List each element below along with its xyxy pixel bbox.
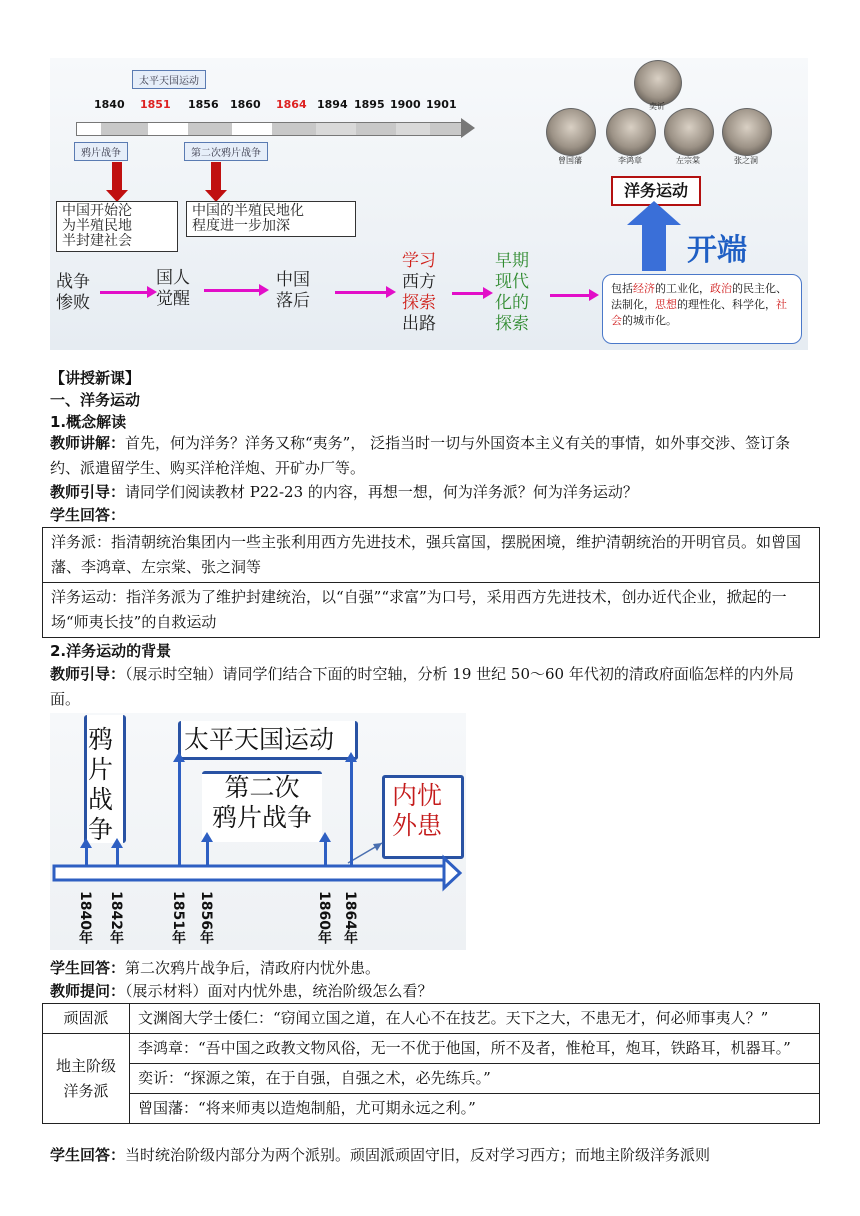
year-label: 1864年 [342, 891, 358, 944]
year-arrow [116, 847, 119, 866]
year-arrow [324, 841, 327, 866]
year-label: 1894 [317, 98, 348, 111]
trouble-label: 内忧 外患 [392, 781, 443, 840]
year-label: 1856 [188, 98, 219, 111]
year-label: 1860年 [316, 891, 332, 944]
portrait-image [634, 60, 682, 106]
flow-step-4: 学习 西方 探索 出路 [402, 251, 436, 334]
year-label: 1851年 [170, 891, 186, 944]
table-cell: 文渊阁大学士倭仁：“窃闻立国之道，在人心不在技艺。天下之大，不患无才，何必师事夷人？” [130, 1004, 820, 1034]
portrait-image [606, 108, 656, 156]
table-row [43, 1094, 820, 1124]
portrait-caption: 奕䜣 [649, 102, 665, 111]
taiping-label: 太平天国运动 [184, 725, 335, 754]
note-box-2: 中国的半殖民地化 程度进一步加深 [186, 201, 356, 237]
table-cell: 洋务运动：指洋务派为了维护封建统治，以“自强”“求富”为口号，采用西方先进技术，创办近代企业，掀起的一场“师夷长技”的自救运动 [43, 583, 820, 638]
year-label: 1840年 [77, 891, 93, 944]
opium-war-tag: 鸦片战争 [74, 142, 128, 161]
flow-arrow [452, 292, 484, 295]
year-label: 1860 [230, 98, 261, 111]
table-cell: 曾国藩：“将来师夷以造炮制船，尤可期永远之利。” [130, 1094, 820, 1124]
second-war-label: 第二次 鸦片战争 [212, 773, 313, 832]
subsection-title: 1.概念解读 [50, 413, 127, 431]
opium-war-label: 鸦 片 战 争 [88, 725, 114, 844]
year-label: 1856年 [198, 891, 214, 944]
flow-step-5: 早期 现代 化的 探索 [495, 251, 529, 334]
flow-step-2: 国人 觉醒 [156, 268, 190, 309]
table-row [43, 1034, 820, 1064]
year-label: 1842年 [108, 891, 124, 944]
year-label: 1851 [140, 98, 171, 111]
year-label: 1840 [94, 98, 125, 111]
table-cell: 顽固派 [43, 1004, 130, 1034]
teacher-question-paragraph: 教师提问：（展示材料）面对内忧外患，统治阶级怎么看？ [50, 982, 433, 1000]
table-cell: 地主阶级 洋务派 [43, 1034, 130, 1124]
year-label: 1900 [390, 98, 421, 111]
subsection-title: 2.洋务运动的背景 [50, 642, 172, 660]
table-row [43, 1064, 820, 1094]
portrait-image [546, 108, 596, 156]
year-arrow [85, 847, 88, 866]
definition-table [42, 527, 820, 638]
flow-step-1: 战争 惨败 [56, 272, 90, 313]
table-cell: 奕䜣：“探源之策，在于自强，自强之术，必先练兵。” [130, 1064, 820, 1094]
table-row [43, 528, 820, 583]
portrait-image [722, 108, 772, 156]
timeline-figure [50, 713, 466, 950]
teacher-guide-paragraph: 教师引导：（展示时空轴）请同学们结合下面的时空轴，分析 19 世纪 50～60 年代初的清政府面临怎样的内外局面。 [50, 665, 794, 708]
year-arrow [350, 761, 353, 866]
portrait-caption: 李鸿章 [618, 156, 642, 165]
flow-arrow [100, 291, 148, 294]
portrait-caption: 张之洞 [734, 156, 758, 165]
section-title: 一、洋务运动 [50, 391, 141, 409]
student-answer-paragraph: 学生回答：当时统治阶级内部分为两个派别。顽固派顽固守旧，反对学习西方；而地主阶级洋务派则 [50, 1146, 711, 1164]
up-arrow-head [627, 201, 681, 225]
portrait-caption: 曾国藩 [558, 156, 582, 165]
student-answer-label: 学生回答： [50, 506, 126, 524]
portrait-image [664, 108, 714, 156]
flow-arrow [335, 291, 387, 294]
note-box-1: 中国开始沦 为半殖民地 半封建社会 [56, 201, 178, 252]
timeline-arrowhead [461, 118, 475, 138]
movement-box: 洋务运动 [611, 176, 701, 206]
teacher-explain-paragraph: 教师讲解：首先，何为洋务？洋务又称“夷务”， 泛指当时一切与外国资本主义有关的事情，如外事交涉、签订条约、派遣留学生、购买洋枪洋炮、开矿办厂等。 [50, 434, 791, 477]
down-arrow [112, 162, 122, 190]
up-arrow [642, 223, 666, 271]
flow-arrow [204, 289, 260, 292]
student-answer-paragraph: 学生回答：第二次鸦片战争后，清政府内忧外患。 [50, 959, 381, 977]
taiping-tag: 太平天国运动 [132, 70, 206, 89]
year-label: 1895 [354, 98, 385, 111]
year-label: 1901 [426, 98, 457, 111]
flow-arrow [550, 294, 590, 297]
table-cell: 李鸿章：“吾中国之政教文物风俗，无一不优于他国，所不及者，惟枪耳，炮耳，铁路耳，机器耳。” [130, 1034, 820, 1064]
portrait-caption: 左宗棠 [676, 156, 700, 165]
table-cell: 洋务派：指清朝统治集团内一些主张利用西方先进技术，强兵富国，摆脱困境，维护清朝统治的开明官员。如曾国藩、李鸿章、左宗棠、张之洞等 [43, 528, 820, 583]
section-heading: 【讲授新课】 [50, 369, 141, 387]
year-arrow [206, 841, 209, 866]
viewpoints-table [42, 1003, 820, 1124]
year-label: 1864 [276, 98, 307, 111]
kaiduan-label: 开端 [687, 233, 747, 268]
timeline-bar [76, 122, 463, 136]
modernization-box: 包括经济的工业化，政治的民主化、法制化，思想的理性化、科学化，社会的城市化。 [602, 274, 802, 344]
down-arrow [211, 162, 221, 190]
table-row [43, 583, 820, 638]
intro-diagram [50, 58, 808, 350]
year-arrow [178, 761, 181, 866]
second-opium-war-tag: 第二次鸦片战争 [184, 142, 268, 161]
flow-step-3: 中国 落后 [276, 270, 310, 311]
table-row [43, 1004, 820, 1034]
teacher-guide-paragraph: 教师引导：请同学们阅读教材 P22-23 的内容，再想一想，何为洋务派？何为洋务运动？ [50, 483, 638, 501]
